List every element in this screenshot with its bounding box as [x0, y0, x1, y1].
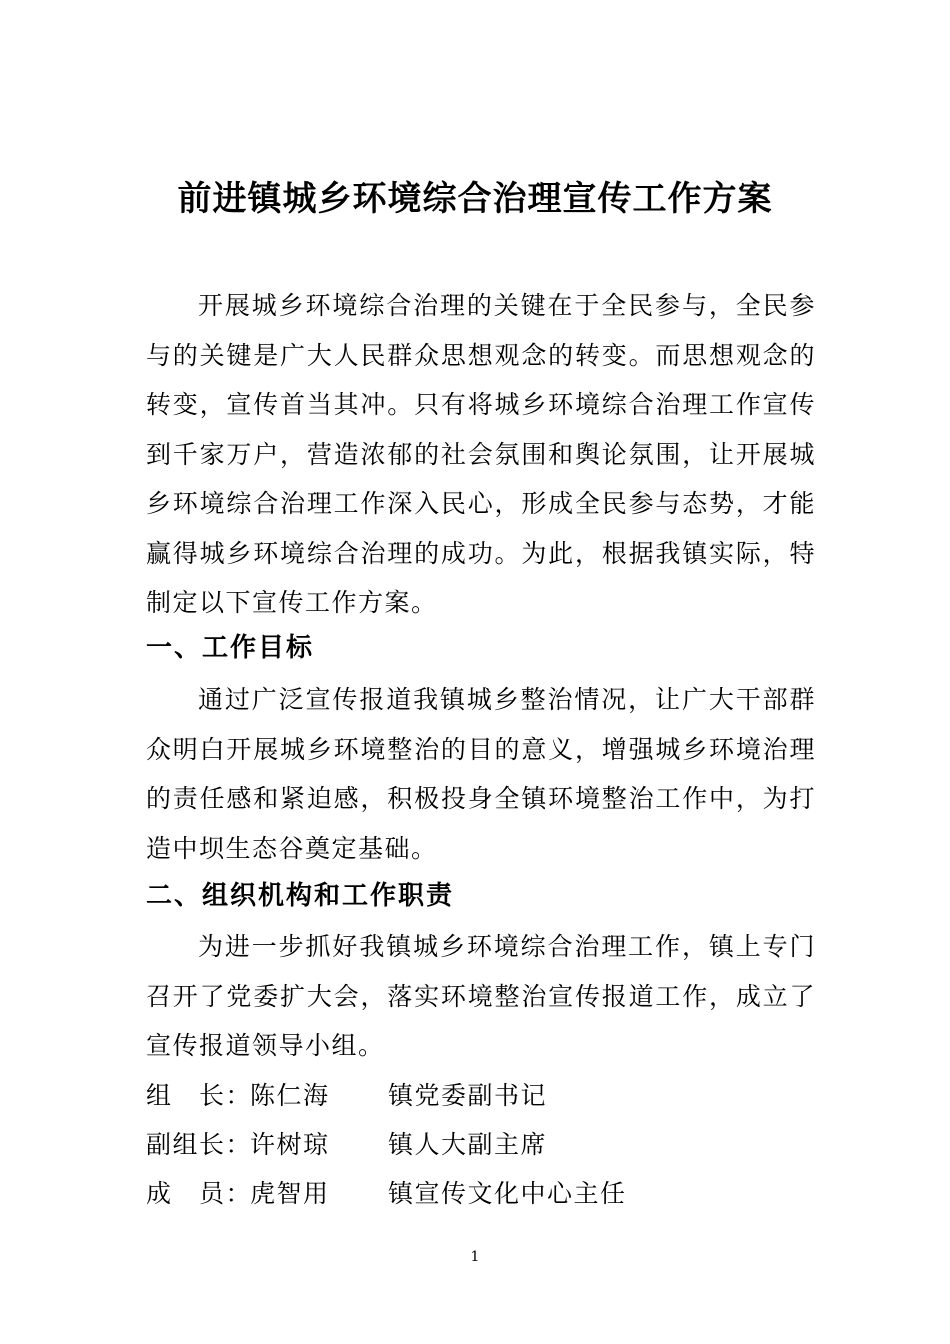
member-position: 镇人大副主席	[388, 1130, 548, 1159]
member-position: 镇党委副书记	[388, 1081, 548, 1110]
work-goal-paragraph: 通过广泛宣传报道我镇城乡整治情况，让广大干部群众明白开展城乡环境整治的目的意义，增强城乡环境治理的责任感和紧迫感，积极投身全镇环境整治工作中，为打造中坝生态谷奠定基础。	[146, 685, 816, 863]
member-role: 组 长：	[146, 1081, 253, 1110]
member-row-member	[146, 1169, 826, 1218]
page-number: 1	[470, 1249, 480, 1265]
section-heading-work-goal: 一、工作目标	[146, 633, 315, 663]
member-name: 许树琼	[250, 1130, 330, 1159]
member-role: 副组长：	[146, 1130, 253, 1159]
document-title: 前进镇城乡环境综合治理宣传工作方案	[177, 179, 773, 219]
member-role: 成 员：	[146, 1179, 253, 1208]
intro-paragraph: 开展城乡环境综合治理的关键在于全民参与，全民参与的关键是广大人民群众思想观念的转变。而思想观念的转变，宣传首当其冲。只有将城乡环境综合治理工作宣传到千家万户，营造浓郁的社会氛围和舆论氛围，让开展城乡环境综合治理工作深入民心，形成全民参与态势，才能赢得城乡环境综合治理的成功。为此，根据我镇实际，特制定以下宣传工作方案。	[146, 291, 816, 617]
organization-paragraph: 为进一步抓好我镇城乡环境综合治理工作，镇上专门召开了党委扩大会，落实环境整治宣传报道工作，成立了宣传报道领导小组。	[146, 932, 816, 1060]
member-row-leader	[146, 1071, 826, 1120]
member-row-deputy-leader	[146, 1120, 826, 1169]
member-name: 虎智用	[250, 1179, 330, 1208]
section-heading-organization: 二、组织机构和工作职责	[146, 881, 455, 911]
member-name: 陈仁海	[250, 1081, 330, 1110]
member-position: 镇宣传文化中心主任	[388, 1179, 627, 1208]
